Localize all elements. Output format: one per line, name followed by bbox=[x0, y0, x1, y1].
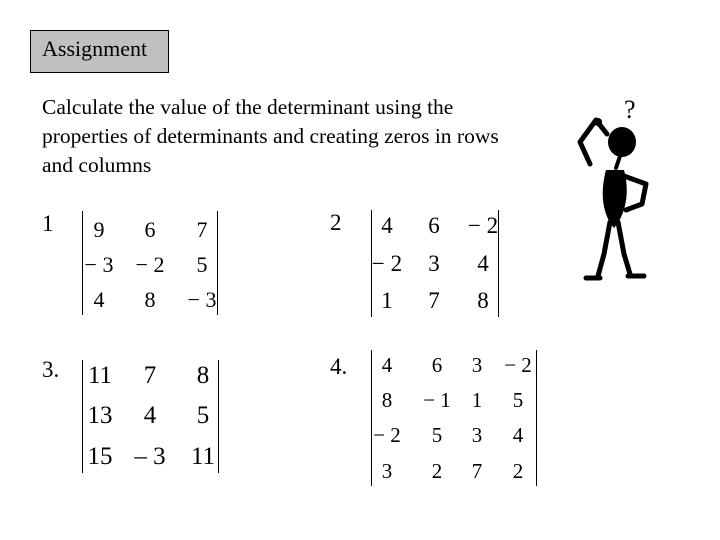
assignment-title: Assignment bbox=[30, 30, 169, 73]
matrix-cell: 11 bbox=[87, 362, 113, 389]
matrix-cell: 9 bbox=[93, 217, 105, 242]
matrix-cell: − 1 bbox=[423, 388, 451, 412]
matrix-cell: − 2 bbox=[467, 213, 499, 238]
matrix-cell: 2 bbox=[512, 459, 524, 483]
matrix-cell: 4 bbox=[381, 353, 393, 377]
matrix-cell: 3 bbox=[381, 459, 393, 483]
determinant-4 bbox=[371, 350, 537, 486]
matrix-cell: 3 bbox=[471, 353, 483, 377]
matrix-cell: 4 bbox=[143, 402, 157, 429]
matrix-cell: 2 bbox=[431, 459, 443, 483]
matrix-cell: 6 bbox=[428, 213, 440, 238]
question-mark-icon: ? bbox=[624, 95, 636, 124]
matrix-cell: − 3 bbox=[84, 252, 114, 277]
matrix-cell: 4 bbox=[477, 251, 489, 276]
matrix-cell: 13 bbox=[87, 402, 113, 429]
determinant-2 bbox=[371, 210, 499, 317]
matrix-cell: 5 bbox=[196, 252, 208, 277]
matrix-cell: 3 bbox=[471, 423, 483, 447]
matrix-cell: 6 bbox=[431, 353, 443, 377]
matrix-cell: 5 bbox=[431, 423, 443, 447]
problem-1-label: 1 bbox=[42, 211, 54, 236]
matrix-cell: − 2 bbox=[373, 423, 401, 447]
matrix-cell: 4 bbox=[512, 423, 524, 447]
problem-4-label: 4. bbox=[330, 354, 348, 379]
matrix-cell: 11 bbox=[190, 443, 216, 470]
matrix-cell: 7 bbox=[428, 288, 440, 313]
matrix-cell: 15 bbox=[87, 443, 113, 470]
matrix-cell: 7 bbox=[196, 217, 208, 242]
matrix-cell: 8 bbox=[381, 388, 393, 412]
matrix-cell: 6 bbox=[144, 217, 156, 242]
problem-3-label: 3. bbox=[42, 357, 60, 382]
matrix-cell: 7 bbox=[143, 362, 157, 389]
instructions-text: Calculate the value of the determinant using the properties of determinants and creating zeros in rows and columns bbox=[42, 95, 499, 177]
matrix-cell: 8 bbox=[144, 287, 156, 312]
matrix-cell: 7 bbox=[471, 459, 483, 483]
determinant-3 bbox=[82, 360, 219, 473]
thinking-stick-figure-icon bbox=[560, 92, 690, 292]
matrix-cell: 8 bbox=[196, 362, 210, 389]
matrix-cell: 4 bbox=[93, 287, 105, 312]
matrix-cell: 3 bbox=[428, 251, 440, 276]
matrix-cell: − 2 bbox=[504, 353, 532, 377]
matrix-cell: 1 bbox=[471, 388, 483, 412]
determinant-1 bbox=[82, 211, 218, 315]
matrix-cell: − 2 bbox=[371, 251, 403, 276]
matrix-cell: − 2 bbox=[135, 252, 165, 277]
problem-2-label: 2 bbox=[330, 210, 342, 235]
matrix-cell: – 3 bbox=[134, 443, 166, 470]
matrix-cell: 8 bbox=[477, 288, 489, 313]
matrix-cell: 5 bbox=[512, 388, 524, 412]
matrix-cell: 1 bbox=[381, 288, 393, 313]
matrix-cell: − 3 bbox=[187, 287, 217, 312]
matrix-cell: 5 bbox=[196, 402, 210, 429]
matrix-cell: 4 bbox=[381, 213, 393, 238]
